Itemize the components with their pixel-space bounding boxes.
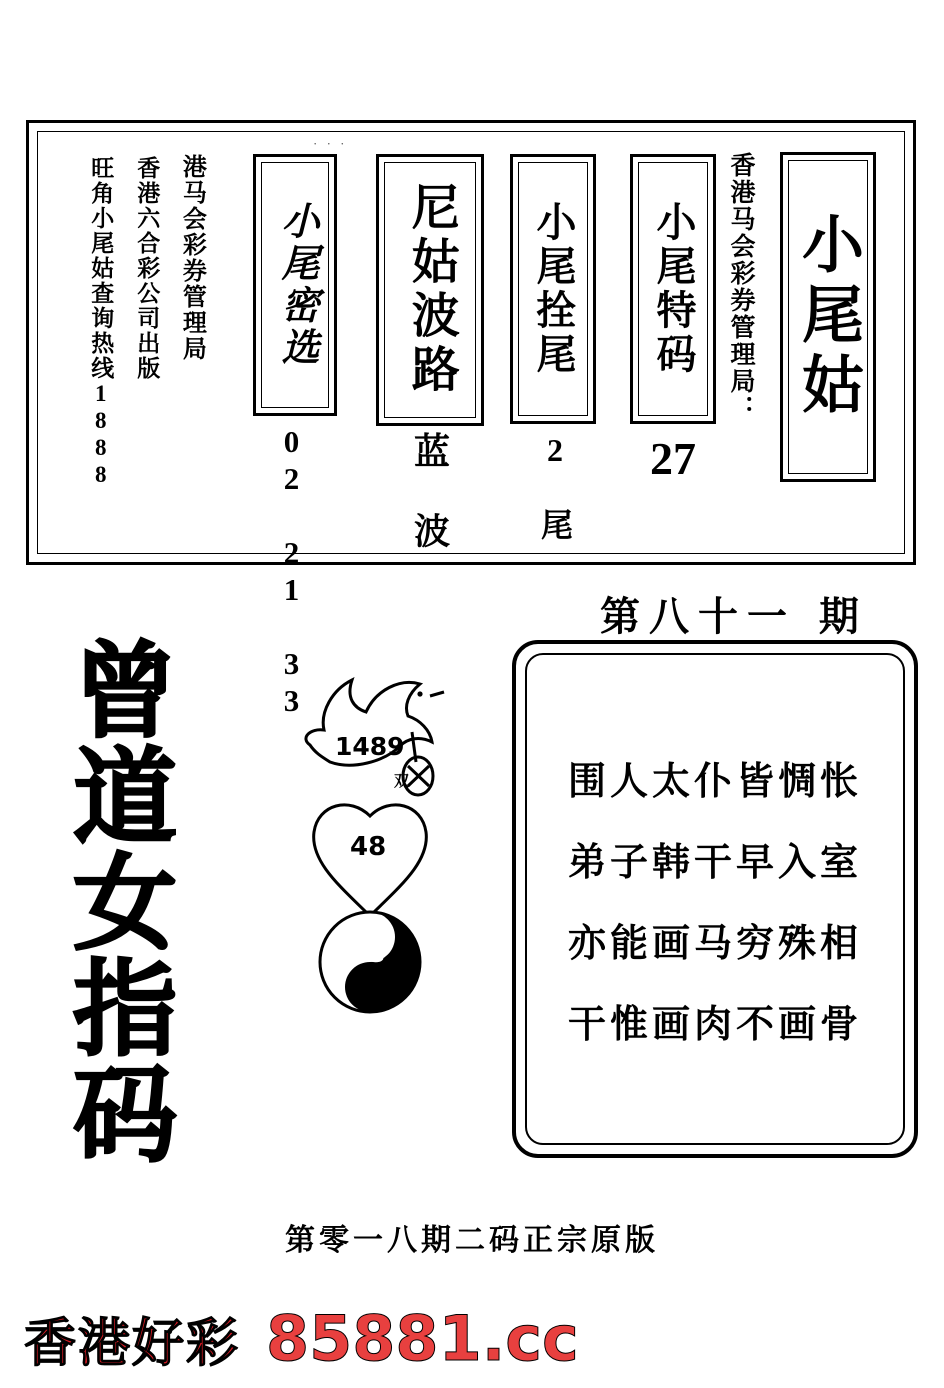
- dove-tag: 双: [394, 772, 410, 790]
- yin-yang-number: 23: [352, 940, 386, 968]
- cell-wave-value: [376, 432, 484, 555]
- cell-tail-value: [500, 432, 610, 547]
- symbol-column: [280, 650, 470, 1050]
- subtitle: 第零一八期二码正宗原版: [285, 1223, 659, 1258]
- poem-box: [512, 640, 918, 1158]
- cell-pick: [253, 154, 337, 416]
- page-title-box-inner: [788, 160, 868, 474]
- cell-tail-inner: [518, 162, 588, 416]
- poem-line: 弟子韩干早入室: [567, 839, 862, 884]
- cell-tema: [630, 154, 716, 424]
- cell-tema-value: 27: [650, 433, 696, 484]
- org-left-line-1: [178, 154, 204, 367]
- org-left-line-2-text: 香港六合彩公司出版: [134, 156, 160, 381]
- cell-pick-value-text: 02 21 33: [274, 424, 309, 720]
- cell-pick-label: 小尾密选: [274, 201, 317, 369]
- poem-line: 干惟画肉不画骨: [567, 1001, 862, 1046]
- issue-number: 第八十一 期: [600, 593, 868, 640]
- page-title-box: [780, 152, 876, 482]
- cell-wave-value-text: 蓝 波: [409, 432, 450, 550]
- org-left-line-3-text: 旺角小尾姑查询热线1888: [88, 156, 114, 489]
- cell-tail: [510, 154, 596, 424]
- dove-number: 1489: [335, 732, 405, 761]
- banner-dots: · · ·: [313, 136, 348, 151]
- org-left-line-1-text: 港马会彩券管理局: [178, 154, 205, 362]
- cell-tema-inner: [638, 162, 708, 416]
- org-left-line-3: [88, 156, 113, 494]
- poem-box-inner: [525, 653, 905, 1145]
- footer-url[interactable]: 85881.cc: [266, 1301, 579, 1375]
- main-vertical-title: [55, 636, 202, 1171]
- cell-tail-label: 小尾拴尾: [531, 201, 576, 377]
- cell-tail-value-text: 2 尾: [537, 432, 573, 542]
- cell-tema-label: 小尾特码: [651, 201, 696, 377]
- org-right-label: 香港马会彩券管理局：: [727, 152, 754, 422]
- org-right-text: [727, 152, 755, 482]
- cell-pick-inner: [261, 162, 329, 408]
- poem-line: 围人太仆皆惆怅: [567, 758, 862, 803]
- cell-wave: [376, 154, 484, 426]
- cell-wave-inner: [384, 162, 476, 418]
- footer-bar: [0, 1296, 944, 1380]
- cell-wave-label: 尼姑波路: [404, 182, 458, 398]
- heart-number: 48: [350, 832, 387, 862]
- footer-brand: 香港好彩: [24, 1313, 241, 1374]
- poem-line: 亦能画马穷殊相: [567, 920, 862, 965]
- page-title: 小尾姑: [791, 212, 865, 422]
- org-left-line-2: [134, 156, 159, 386]
- main-vertical-title-text: 曾道女指码: [55, 636, 179, 1166]
